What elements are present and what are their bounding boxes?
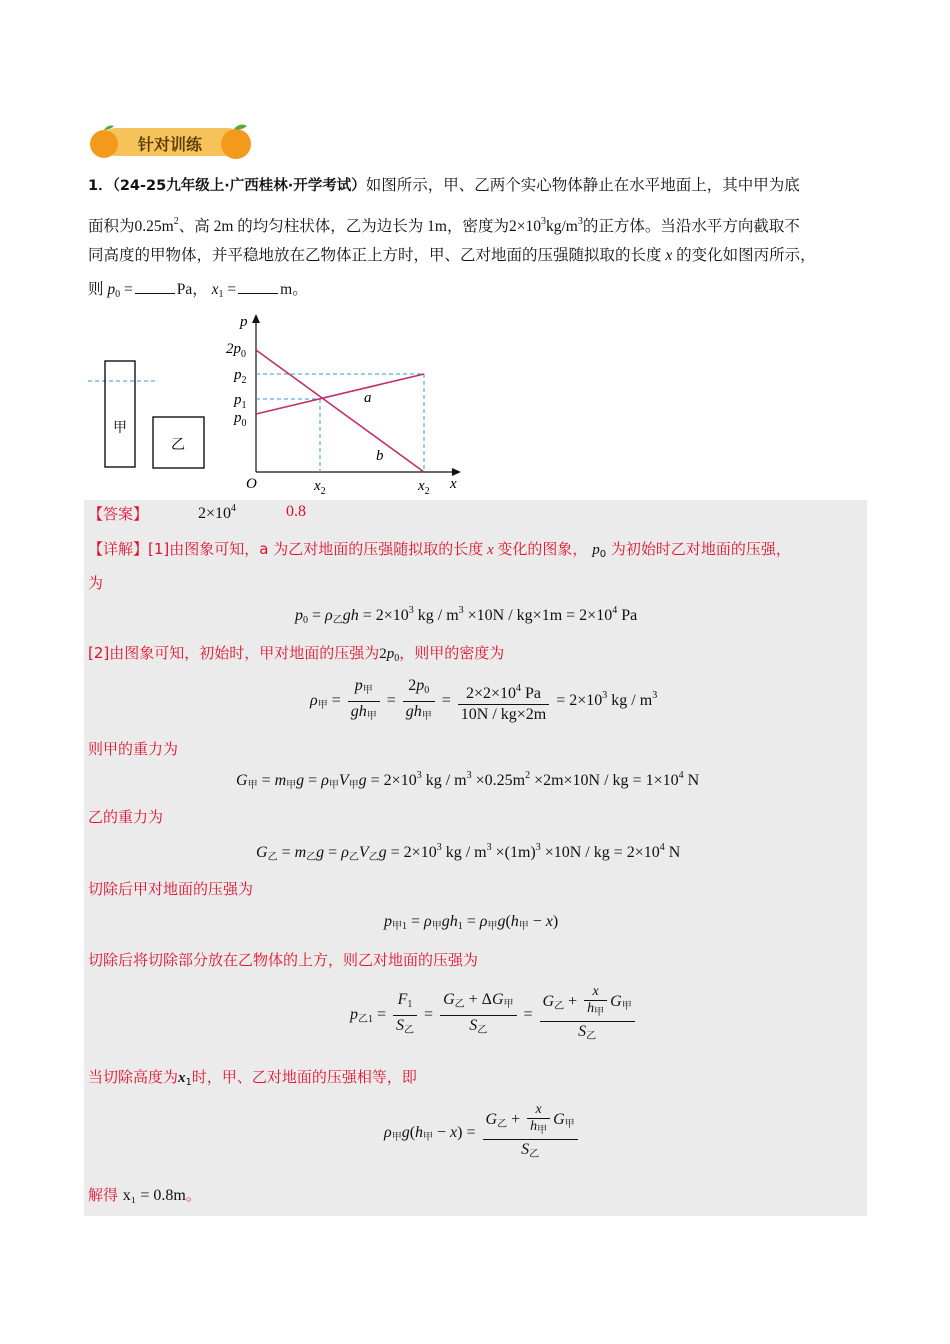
line-b-label: b	[376, 448, 384, 464]
area-value: 0.25m	[134, 218, 174, 235]
tick-2p0: $2p_0$	[226, 341, 246, 360]
tick-x-end: $x_2$	[418, 478, 430, 497]
question-line-1: 1．（24-25九年级上·广西桂林·开学考试）如图所示，甲、乙两个实心物体静止在水平地面上，其中甲为底	[88, 177, 800, 194]
equation-equal: ρ甲g(h甲 − x) = G乙 + $\frac{x}{h_甲}$ G甲 S乙	[384, 1102, 581, 1165]
blank-x1[interactable]	[238, 279, 278, 294]
question-line-3: 同高度的甲物体，并平稳地放在乙物体正上方时，甲、乙对地面的压强随拟取的长度 x 的变化如图丙所示，	[88, 247, 816, 264]
question-number: 1．	[88, 178, 113, 194]
x-axis-arrow	[452, 468, 461, 476]
after-cut-jia-text: 切除后甲对地面的压强为	[88, 880, 254, 898]
block-jia	[105, 361, 135, 467]
origin-label: O	[246, 476, 257, 492]
blank-p0[interactable]	[135, 279, 175, 294]
equation-density: ρ甲 = $\frac{\text{p甲}}{\text{gh甲}}$ = $\frac{2p_0}{\text{gh甲}}$ = $\frac{2\times 2\times 10^4 Pa}{10N / kg\times 2m}$ = $2\times 10^3$ kg / $m^3$	[310, 677, 658, 723]
result-line: 解得 x₁ = 0.8m。	[88, 1186, 201, 1204]
figure-area	[88, 312, 478, 502]
line-b	[256, 350, 424, 472]
tick-p1: $p_1$	[234, 392, 247, 411]
y-tick-labels	[226, 341, 247, 429]
equation-p-jia1: p甲$_1$ = ρ甲$gh_1 = \rho$甲g(h甲 − x)	[384, 913, 559, 932]
equation-gravity-yi: G乙 = m乙g = ρ乙V乙$g = 2\times 10^3$ kg / $m^3 \times(1m)^3 \times 10N$ / kg = $2\times 10^4$ N	[256, 842, 681, 863]
question-line-2: 面积为$0.25m^2$、高 2m 的均匀柱状体，乙为边长为 1m，密度为$2\times 10^3kg/m^3$的正方体。当沿水平方向截取不	[88, 216, 800, 235]
tick-p0: $p_0$	[234, 410, 247, 429]
solution-step1: 【详解】[1]由图象可知，a 为乙对地面的压强随拟取的长度 x 变化的图象， $p_0$ 为初始时乙对地面的压强，	[88, 540, 791, 560]
question-line-4: 则 $p_0 = Pa$， $x_1 = m$。	[88, 281, 308, 300]
equal-condition-text: 当切除高度为$x_1$时，甲、乙对地面的压强相等，即	[88, 1068, 417, 1088]
equation-p0: $p_0 = \rho$乙gh = $2\times 10^3$ kg / $m^3 \times 10N / kg\times 1m = 2\times 10^4$ Pa	[295, 605, 638, 626]
banner-title: 针对训练	[137, 135, 203, 154]
equation-gravity-jia: G甲 = m甲g = ρ甲V甲$g = 2\times 10^3$ kg / $m^3 \times 0.25m^2 \times 2m\times 10N$ / kg = $1\times 10^4$ N	[236, 770, 700, 791]
y-axis-arrow	[252, 314, 260, 323]
section-banner	[88, 120, 253, 164]
equation-p-yi1: p乙$_1$ = $\frac{F_1}{\text{S乙}}$ = $\frac{\text{G乙 + ΔG甲}}{\text{S乙}}$ = G乙 + $\frac{x}{h_甲}$ G甲 S乙	[350, 984, 638, 1047]
result-value: x₁ = 0.8m	[122, 1187, 186, 1204]
line-a	[256, 374, 424, 414]
block-jia-label: 甲	[113, 420, 127, 436]
answer-label: 【答案】	[88, 505, 149, 523]
x-tick-labels	[313, 478, 430, 497]
answer-line	[88, 503, 306, 524]
block-yi-label: 乙	[171, 437, 185, 453]
x-axis-label: x	[450, 476, 457, 492]
answer-value-1: $2\times 10^4$	[198, 503, 237, 522]
tick-p2: $p_2$	[234, 367, 247, 386]
y-axis-label: p	[240, 314, 248, 330]
line-a-label: a	[364, 390, 372, 406]
density-value: 2×10	[508, 218, 541, 235]
gravity-yi-text: 乙的重力为	[88, 808, 164, 826]
after-cut-yi-text: 切除后将切除部分放在乙物体的上方，则乙对地面的压强为	[88, 951, 479, 969]
orange-left-icon	[90, 130, 118, 158]
orange-right-icon	[221, 129, 251, 159]
answer-value-2: 0.8	[286, 503, 306, 520]
question-source: （24-25九年级上·广西桂林·开学考试）	[112, 178, 366, 194]
gravity-jia-text: 则甲的重力为	[88, 740, 179, 758]
solution-step1-cont: 为	[88, 574, 104, 592]
solution-step2: [2]由图象可知，初始时，甲对地面的压强为$2p_0$，则甲的密度为	[88, 644, 505, 664]
tick-x-mid: $x_2$	[314, 478, 326, 497]
